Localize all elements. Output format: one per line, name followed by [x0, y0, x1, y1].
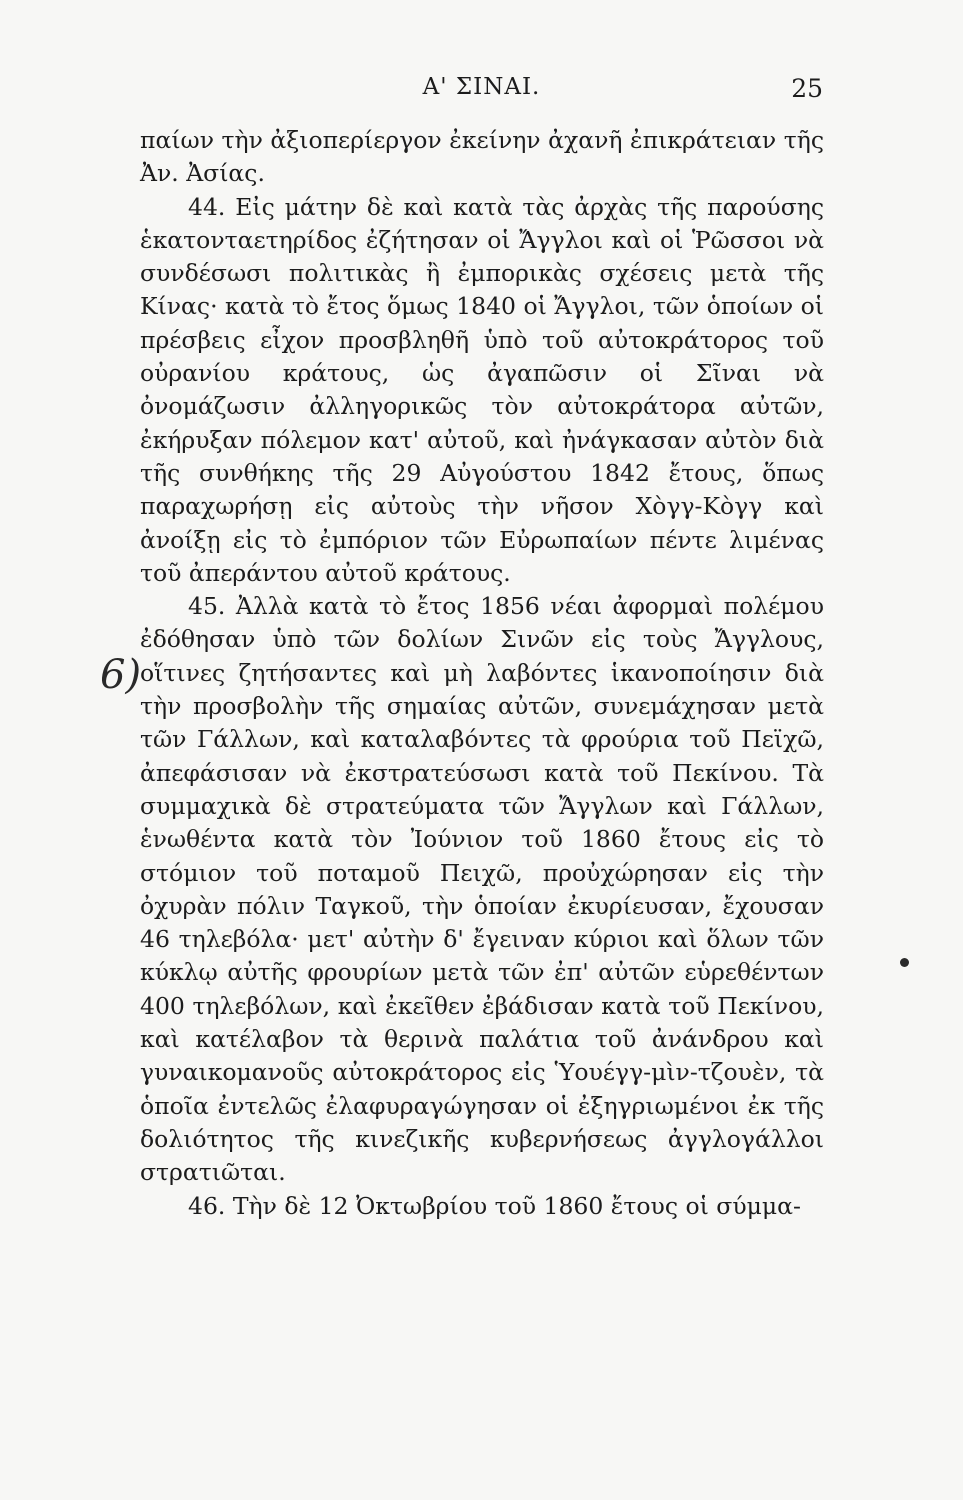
- running-header-title: Α' ΣΙΝΑΙ.: [422, 74, 541, 100]
- paragraph-46: 46. Τὴν δὲ 12 Ὀκτωβρίου τοῦ 1860 ἔτους οἱ σύμμα-: [188, 1191, 801, 1220]
- handwritten-margin-note: 6): [100, 652, 142, 698]
- body-text: [140, 124, 824, 1223]
- paragraph-45: 45. Ἀλλὰ κατὰ τὸ ἔτος 1856 νέαι ἀφορμαὶ πολέμου ἐδόθησαν ὑπὸ τῶν δολίων Σινῶν εἰς τοὺς Ἄγγλους, οἵτινες ζητήσαντες καὶ μὴ λαβόντες ἱκανοποίησιν διὰ τὴν προσβολὴν τῆς σημαίας αὐτῶν, συνεμάχησαν μετὰ τῶν Γάλλων, καὶ καταλαβόντες τὰ φρούρια τοῦ Πεϊχῶ, ἀπεφάσισαν νὰ ἐκστρατεύσωσι κατὰ τοῦ Πεκίνου. Τὰ συμμαχικὰ δὲ στρατεύματα τῶν Ἄγγλων καὶ Γάλλων, ἑνωθέντα κατὰ τὸν Ἰούνιον τοῦ 1860 ἔτους εἰς τὸ στόμιον τοῦ ποταμοῦ Πειχῶ, προὐχώρησαν εἰς τὴν ὀχυρὰν πόλιν Ταγκοῦ, τὴν ὁποίαν ἐκυρίευσαν, ἔχουσαν 46 τηλεβόλα· μετ' αὐτὴν δ' ἔγειναν κύριοι καὶ ὅλων τῶν κύκλῳ αὐτῆς φρουρίων μετὰ τῶν ἐπ' αὐτῶν εὑρεθέντων 400 τηλεβόλων, καὶ ἐκεῖθεν ἐβάδισαν κατὰ τοῦ Πεκίνου, καὶ κατέλαβον τὰ θερινὰ παλάτια τοῦ ἀνάνδρου καὶ γυναικομανοῦς αὐτοκράτορος εἰς Ὑουέγγ-μὶν-τζουὲν, τὰ ὁποῖα ἐντελῶς ἐλαφυραγώγησαν οἱ ἐξηγριωμένοι ἐκ τῆς δολιότητος τῆς κινεζικῆς κυβερνήσεως ἀγγλογάλλοι στρατιῶται.: [140, 592, 824, 1187]
- ink-dot-mark: [900, 958, 909, 967]
- page-number: 25: [791, 74, 823, 103]
- paragraph-continuation: παίων τὴν ἀξιοπερίεργον ἐκείνην ἀχανῆ ἐπικράτειαν τῆς Ἀν. Ἀσίας.: [140, 126, 824, 188]
- paragraph-44: 44. Εἰς μάτην δὲ καὶ κατὰ τὰς ἀρχὰς τῆς παρούσης ἑκατονταετηρίδος ἐζήτησαν οἱ Ἄγγλοι καὶ οἱ Ῥῶσσοι νὰ συνδέσωσι πολιτικὰς ἢ ἐμπορικὰς σχέσεις μετὰ τῆς Κίνας· κατὰ τὸ ἔτος ὅμως 1840 οἱ Ἄγγλοι, τῶν ὁποίων οἱ πρέσβεις εἶχον προσβληθῆ ὑπὸ τοῦ αὐτοκράτορος τοῦ οὐρανίου κράτους, ὡς ἀγαπῶσιν οἱ Σῖναι νὰ ὀνομάζωσιν ἀλληγορικῶς τὸν αὐτοκράτορα αὐτῶν, ἐκήρυξαν πόλεμον κατ' αὐτοῦ, καὶ ἠνάγκασαν αὐτὸν διὰ τῆς συνθήκης τῆς 29 Αὐγούστου 1842 ἔτους, ὅπως παραχωρήσῃ εἰς αὐτοὺς τὴν νῆσον Χὸγγ-Κὸγγ καὶ ἀνοίξῃ εἰς τὸ ἐμπόριον τῶν Εὐρωπαίων πέντε λιμένας τοῦ ἀπεράντου αὐτοῦ κράτους.: [140, 192, 824, 587]
